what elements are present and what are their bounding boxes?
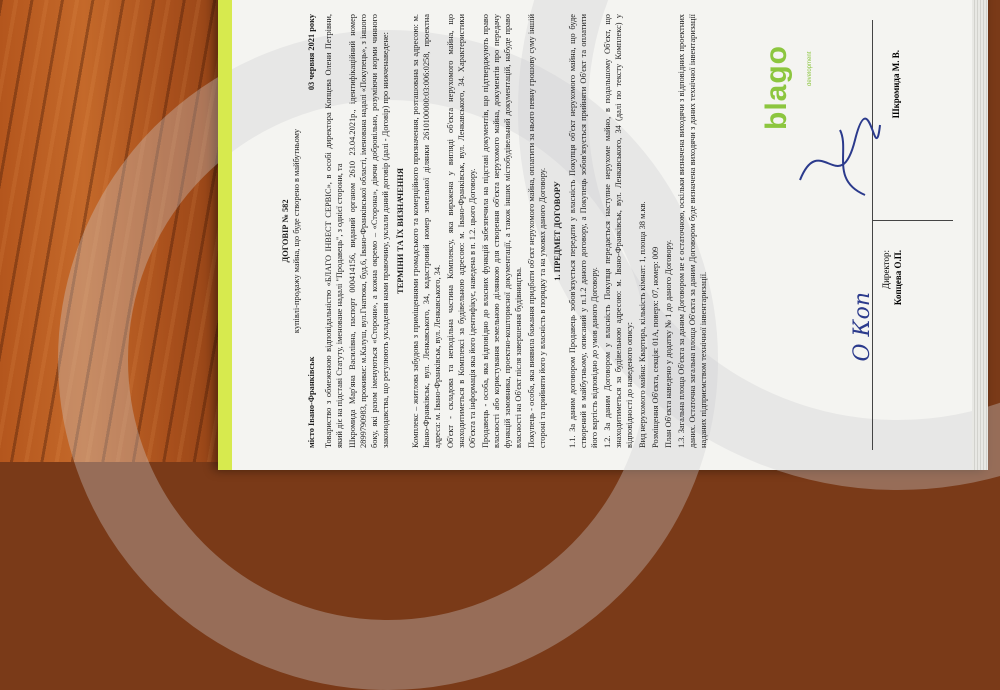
clause-1-1: 1.1. За даним договором Продавець зобов'язується передати у власність Покупця об'єкт нерухомого майна, що буде створений в майбутньому, описаний у п.1.2 даного договору, а Покупець зобов'язується прийняти Об'єкт та оплатити його вартість відповідно до умов даного Договору.	[568, 14, 599, 448]
buyer-handwritten-signature	[780, 110, 900, 210]
signature-block	[872, 20, 953, 450]
director-name: Копцева О.П.	[893, 250, 903, 306]
term-buyer: Покупець - особа, яка виявила бажання придбати об'єкт нерухомого майна, оплатити за нього певну грошову суму іншій стороні та прийняти його у власність в порядку та на умовах даного Договору.	[527, 14, 547, 448]
blago-logo: blago	[760, 45, 793, 130]
object-plan: План Об'єкта наведено у додатку № 1 до даного Договору.	[664, 239, 673, 448]
director-handwritten-initials: О Коп	[850, 292, 875, 362]
contract-subtitle: купівлі-продажу майна, що буде створено в майбутньому	[292, 128, 301, 334]
director-label: Директор:	[881, 250, 891, 290]
terms-heading: ТЕРМІНИ ТА ЇХ ВИЗНАЧЕННЯ	[396, 168, 405, 294]
term-seller: Продавець - особа, яка відповідно до власних функцій забезпечила на підставі документів, що підтверджують право власності або користування земельною ділянкою для створення об'єкта нерухомого майна, документів про передачу функцій замовника, проектно-кошторисної документації, а також інших містобудівельний документацій, набуде право власності на Об'єкт після завершення будівництва.	[481, 14, 523, 448]
contract-date: 03 червня 2021 року	[307, 14, 316, 91]
place-date-row	[306, 14, 317, 448]
section-1-heading: 1. ПРЕДМЕТ ДОГОВОРУ	[553, 181, 562, 281]
contract-city: місто Івано-Франківськ	[307, 356, 316, 448]
buyer-name: Шкромида М. В.	[891, 50, 901, 119]
term-complex: Комплекс – житлова забудова з приміщеннями громадського та комерційного призначення, розташована за адресою: м. Івано-Франківськ, вул. Ленкавського, 34, кадастровий номер земельної ділянки 2610100000:03:006:0258, проектна адреса: м. Івано-Франківськ, вул. Ленкавського, 34.	[411, 14, 442, 448]
preamble-seller: Товариство з обмеженою відповідальністю «БЛАГО ІНВЕСТ СЕРВІС», в особі директора Копцева Олени Петрівни, який діє на підставі Статуту, іменоване надалі "Продавець", з однієї сторони, та	[324, 14, 344, 448]
term-object: Об'єкт - складова та неподільна частина Комплексу, яка виражена у вигляді об'єкта нерухомого майна, що знаходитиметься в Комплексі за будівельною адресою: м. Івано-Франківськ, вул. Ленкавського, 34. Характеристики Об'єкта та інформація яка його ідентифікує, наведена в п. 1.2. цього Договору.	[446, 14, 477, 448]
object-location: Розміщення Об'єкта, секція: 01А, поверх: 07, номер: 009	[651, 246, 660, 448]
green-accent-strip	[218, 0, 232, 470]
contract-number: ДОГОВІР № 582	[281, 199, 290, 263]
object-type: Вид нерухомого майна: Квартира, кількість кімнат: 1, площа 38 м.кв.	[638, 201, 647, 448]
clause-1-3: 1.3. Загальна площа Об'єкта за даним Договором не є остаточною, оскільки визначена виходячи з відповідних проектних даних. Остаточна загальна площа Об'єкта за даним Договором буде визначена виходячи з даних технічної інвентаризації наданих підприємством технічної інвентаризації.	[677, 14, 708, 448]
logo-subtitle: development	[807, 51, 813, 86]
preamble-buyer: Шкромида Мар'яна Василівна, паспорт 000414156, виданий органом 2610 23.04.2021р., ідентифікаційний номер 2899790983, проживає: м.Калуш, вул.Гнатюка, буд.6, Івано-Франківської області, іменована надалі «Покупець», з іншого боку, які разом іменуються «Сторони», а кожна окремо – «Сторона», діючи добровільно, розуміючи норми чинного законодавства, що регулюють укладення нами правочину, уклали даний договір (далі - Договір) про нижченаведене:	[348, 14, 390, 448]
clause-1-2: 1.2. За даним Договором у власність Покупця передається наступне нерухоме майно, в подальшому Об'єкт, що знаходитиметься за будівельною адресою: м. Івано-Франківськ, вул. Ленкавського, 34 (далі по тексту Комплекс) у відповідності до наведеного опису:	[603, 14, 634, 448]
